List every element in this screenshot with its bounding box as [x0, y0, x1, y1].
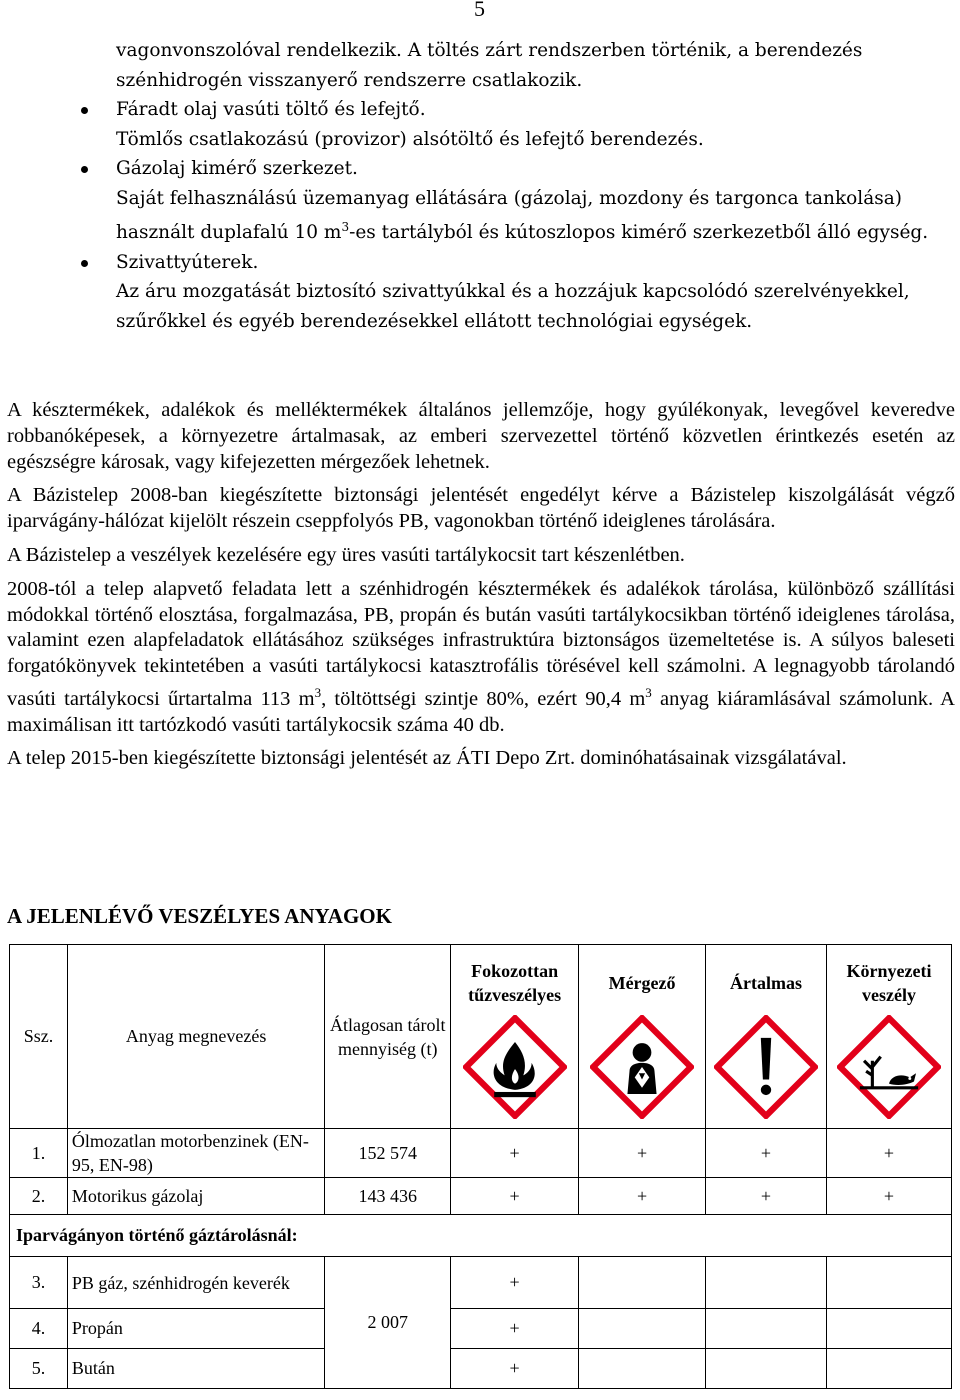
group-label: Iparvágányon történő gáztárolásnál: [10, 1215, 952, 1257]
header-toxic [579, 945, 706, 1129]
row-name: PB gáz, szénhidrogén keverék [67, 1257, 324, 1309]
bullet-item-title [116, 248, 958, 278]
row-ssz: 1. [10, 1129, 68, 1178]
row-flammable: + [451, 1129, 579, 1178]
row-toxic [579, 1257, 706, 1309]
bullet-dot-icon [81, 107, 88, 114]
bullet-item-desc [116, 184, 958, 248]
row-qty: 152 574 [325, 1129, 451, 1178]
bullet-continuation: vagonvonszolóval rendelkezik. A töltés zárt rendszerben történik, a berendezés szénhidrogén visszanyerő rendszerre csatlakozik. [116, 40, 863, 91]
bullet-list [116, 36, 958, 336]
flame-icon [463, 1015, 567, 1119]
hazardous-substances-table [9, 944, 952, 1389]
row-env [826, 1257, 951, 1309]
bullet-item-desc: Az áru mozgatását biztosító szivattyúkkal és a hozzájuk kapcsolódó szerelvényekkel, szűrőkkel és egyéb berendezésekkel ellátott technológiai egységek. [116, 281, 910, 332]
table-row [10, 1178, 952, 1215]
superscript: 3 [645, 684, 652, 700]
row-flammable: + [451, 1178, 579, 1215]
superscript: 3 [341, 220, 350, 234]
row-flammable: + [451, 1349, 579, 1389]
header-flammable [451, 945, 579, 1129]
row-name: Propán [67, 1309, 324, 1349]
row-qty: 143 436 [325, 1178, 451, 1215]
row-name: Motorikus gázolaj [67, 1178, 324, 1215]
page-number: 5 [474, 0, 485, 21]
row-name: Bután [67, 1349, 324, 1389]
section-heading: A JELENLÉVŐ VESZÉLYES ANYAGOK [7, 904, 392, 928]
bullet-item-title [116, 154, 958, 184]
row-toxic: + [579, 1129, 706, 1178]
bullet-title-text: Gázolaj kimérő szerkezet. [116, 158, 358, 179]
paragraph [7, 577, 955, 739]
table-row [10, 1349, 952, 1389]
environment-icon [837, 1015, 941, 1119]
row-ssz: 3. [10, 1257, 68, 1309]
bullet-dot-icon [81, 260, 88, 267]
header-toxic-label: Mérgező [608, 973, 676, 993]
row-harmful [706, 1257, 827, 1309]
table-header-row [10, 945, 952, 1129]
row-harmful [706, 1349, 827, 1389]
paragraph-text: 2008-tól a telep alapvető feladata lett a szénhidrogén késztermékek és adalékok tárolása, különböző szállítási módokkal történő elosztása, forgalmazása, PB, propán és bután vasúti tartálykocsikban történő ideiglenes tárolása, valamint ezen alapfeladatok ellátásához szükséges infrastruktúra biztonságos üzemeltetése is. A súlyos baleseti forgatókönyvek tekintetében a vasúti tartálykocsi katasztrofális törésével kell számolni. A legnagyobb tárolandó vasúti tartálykocsi űrtartalma 113 m [7, 577, 955, 710]
desc-text: -es tartályból és kútoszlopos kimérő szerkezetből álló egység. [349, 222, 929, 244]
bullet-title-text: Szivattyúterek. [116, 251, 259, 273]
health-hazard-icon [590, 1015, 694, 1119]
row-toxic [579, 1349, 706, 1389]
group-qty: 2 007 [325, 1257, 451, 1389]
row-env [826, 1309, 951, 1349]
row-name: Ólmozatlan motorbenzinek (EN-95, EN-98) [67, 1129, 324, 1178]
paragraph-text: anyag kiáramlásával számolunk. A maximálisan itt tartózkodó vasúti tartálykocsik száma 40 db. [7, 687, 955, 736]
bullet-dot-icon [81, 166, 88, 173]
row-flammable: + [451, 1257, 579, 1309]
superscript: 3 [314, 684, 322, 700]
paragraph: A késztermékek, adalékok és melléktermékek általános jellemzője, hogy gyúlékonyak, levegővel keveredve robbanóképesek, a környezetre ártalmasak, az emberi szervezettel történő közvetlen érintkezés esetén az egészségre károsak, vagy kifejezetten mérgezőek lehetnek. [7, 399, 955, 473]
table-row [10, 1129, 952, 1178]
row-toxic [579, 1309, 706, 1349]
body-paragraphs [7, 398, 955, 780]
paragraph: A telep 2015-ben kiegészítette biztonsági jelentését az ÁTI Depo Zrt. dominóhatásainak vizsgálatával. [7, 747, 847, 770]
desc-text: Saját felhasználású üzemanyag ellátására (gázolaj, mozdony és targonca tankolása) használt duplafalú 10 m [116, 187, 902, 244]
table-group-row [10, 1215, 952, 1257]
paragraph: A Bázistelep a veszélyek kezelésére egy üres vasúti tartálykocsit tart készenlétben. [7, 543, 685, 566]
header-env [826, 945, 951, 1129]
row-env: + [826, 1129, 951, 1178]
table-row [10, 1257, 952, 1309]
header-harmful-label: Ártalmas [730, 973, 802, 993]
header-qty: Átlagosan tárolt mennyiség (t) [325, 945, 451, 1129]
exclamation-icon [714, 1015, 818, 1119]
row-harmful: + [706, 1178, 827, 1215]
header-ssz: Ssz. [10, 945, 68, 1129]
paragraph-text: , töltöttségi szintje 80%, ezért 90,4 m [321, 687, 646, 710]
paragraph: A Bázistelep 2008-ban kiegészítette biztonsági jelentését engedélyt kérve a Bázistelep kiszolgálását végző iparvágány-hálózat kijelölt részein cseppfolyós PB, vagonokban történő ideiglenes tárolására. [7, 484, 955, 533]
row-env: + [826, 1178, 951, 1215]
bullet-item-desc: Tömlős csatlakozású (provizor) alsótöltő és lefejtő berendezés. [116, 128, 704, 150]
row-toxic: + [579, 1178, 706, 1215]
row-ssz: 4. [10, 1309, 68, 1349]
row-env [826, 1349, 951, 1389]
bullet-title-text: Fáradt olaj vasúti töltő és lefejtő. [116, 99, 426, 120]
header-env-label: Környezeti veszély [846, 961, 932, 1005]
table-row [10, 1309, 952, 1349]
header-flammable-label: Fokozottan tűzveszélyes [468, 961, 562, 1005]
row-harmful [706, 1309, 827, 1349]
row-flammable: + [451, 1309, 579, 1349]
row-harmful: + [706, 1129, 827, 1178]
row-ssz: 2. [10, 1178, 68, 1215]
row-ssz: 5. [10, 1349, 68, 1389]
bullet-item-title [116, 95, 958, 125]
header-name: Anyag megnevezés [67, 945, 324, 1129]
header-harmful [706, 945, 827, 1129]
